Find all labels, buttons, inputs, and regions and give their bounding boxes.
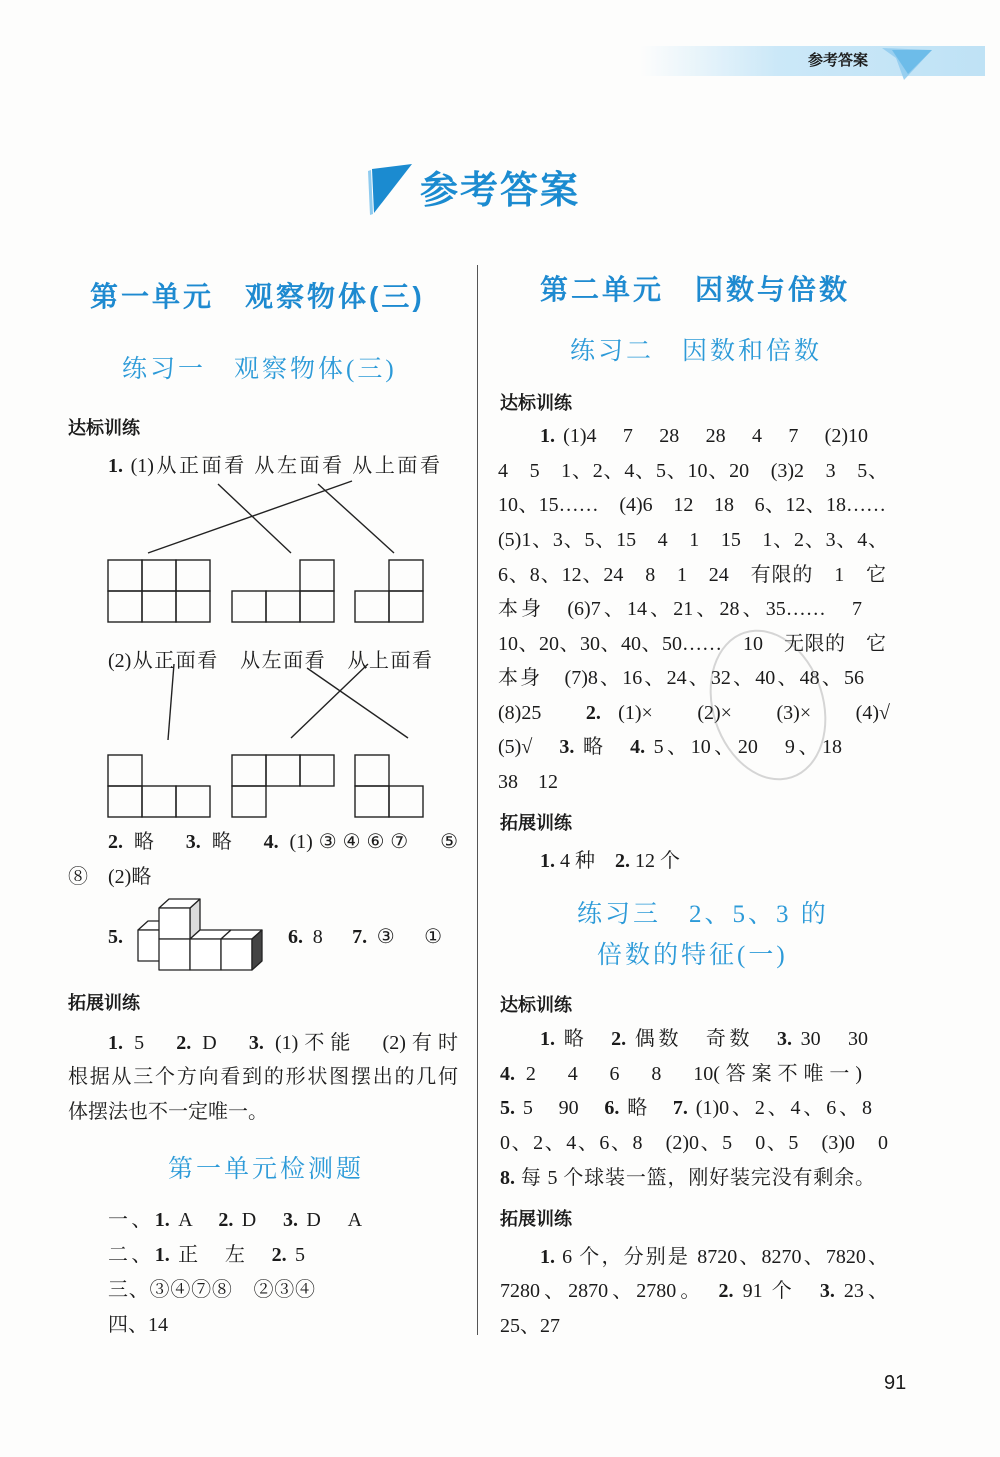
cube-front-face bbox=[190, 939, 221, 970]
cube-front-face bbox=[159, 908, 190, 939]
answer-line bbox=[500, 1278, 888, 1304]
answer-text: 4 种 bbox=[555, 850, 615, 872]
grid-cell bbox=[389, 560, 423, 591]
answer-line: 四、14 bbox=[108, 1314, 168, 1336]
question-number: 1. bbox=[154, 1244, 170, 1266]
answer-line bbox=[500, 1165, 875, 1191]
grid-cell bbox=[232, 755, 266, 786]
question-number: 1. bbox=[540, 425, 555, 447]
basic-training-label: 达标训练 bbox=[500, 393, 572, 413]
answer-line: 根据从三个方向看到的形状图摆出的几何 bbox=[68, 1066, 458, 1088]
section-number: 一、 bbox=[108, 1209, 155, 1231]
answer-text: 23、 bbox=[834, 1280, 889, 1302]
grid-cell bbox=[142, 560, 176, 591]
answer-text: 正 左 bbox=[169, 1244, 272, 1266]
match-line bbox=[291, 664, 368, 738]
answer-line: 本身 (6)7、14、21、28、35…… 7 bbox=[498, 598, 862, 620]
page-title: 参考答案 bbox=[420, 170, 581, 212]
answer-text: 12 个 bbox=[630, 850, 680, 872]
question-number: 3. bbox=[776, 1028, 792, 1050]
answer-line bbox=[108, 1242, 305, 1268]
unit-two-heading: 第二单元 因数与倍数 bbox=[540, 274, 851, 305]
question-number: 3. bbox=[282, 1209, 298, 1231]
question-number: 1. bbox=[540, 850, 555, 872]
answer-text: 略 bbox=[555, 1028, 612, 1050]
answer-text: D bbox=[191, 1032, 249, 1054]
answer-text: (8)25 bbox=[498, 702, 586, 724]
grid-cell bbox=[300, 591, 334, 622]
extension-training-label: 拓展训练 bbox=[500, 1209, 572, 1229]
question-number: 2. bbox=[611, 1028, 627, 1050]
answer-line: 0、2、4、6、8 (2)0、5 0、5 (3)0 0 bbox=[500, 1132, 888, 1154]
grid-cell bbox=[232, 786, 266, 817]
question-number: 1. bbox=[108, 455, 123, 477]
question-number: 4. bbox=[630, 736, 646, 758]
extension-training-label: 拓展训练 bbox=[500, 813, 572, 833]
grid-cell bbox=[389, 786, 423, 817]
question-number: 6. bbox=[288, 926, 303, 948]
match-line bbox=[168, 664, 174, 740]
answer-text: 5、10、20 9、18 bbox=[645, 736, 843, 758]
extension-training-label: 拓展训练 bbox=[68, 993, 140, 1013]
answer-line bbox=[108, 1030, 458, 1056]
answer-line: 4 5 1、2、4、5、10、20 (3)2 3 5、 bbox=[498, 460, 888, 482]
answer-line bbox=[108, 1207, 362, 1233]
match-line bbox=[307, 668, 408, 738]
grid-cell bbox=[355, 591, 389, 622]
answer-line: 6、8、12、24 8 1 24 有限的 1 它 bbox=[498, 564, 886, 586]
unit-one-heading: 第一单元 观察物体(三) bbox=[90, 281, 425, 312]
question-number: 3. bbox=[819, 1280, 835, 1302]
basic-training-label: 达标训练 bbox=[500, 995, 572, 1015]
grid-cell bbox=[176, 591, 210, 622]
view-shape-b bbox=[232, 560, 334, 622]
grid-cell bbox=[108, 786, 142, 817]
answer-line bbox=[498, 700, 890, 726]
exercise-one-heading: 练习一 观察物体(三) bbox=[122, 356, 397, 383]
answer-line: ⑧ (2)略 bbox=[68, 866, 152, 888]
answer-text: 略 bbox=[200, 831, 264, 853]
answer-line: (5)1、3、5、15 4 1 15 1、2、3、4、 bbox=[498, 529, 888, 551]
exercise-three-heading-cont: 倍数的特征(一) bbox=[597, 942, 788, 969]
answer-line bbox=[540, 1244, 888, 1270]
question-number: 6. bbox=[604, 1097, 620, 1119]
unit-one-test-heading: 第一单元检测题 bbox=[168, 1156, 365, 1183]
grid-cell bbox=[355, 786, 389, 817]
page-number: 91 bbox=[884, 1372, 907, 1394]
view-shape-c bbox=[355, 560, 423, 622]
view-diagrams bbox=[0, 0, 480, 1000]
question-number: 4. bbox=[263, 831, 279, 853]
question-number: 3. bbox=[185, 831, 201, 853]
question-number: 7. bbox=[672, 1097, 688, 1119]
answer-text: 略 bbox=[574, 736, 631, 758]
match-line bbox=[148, 481, 352, 553]
grid-cell bbox=[142, 786, 176, 817]
grid-cell bbox=[108, 755, 142, 786]
answer-text: 偶数 奇数 bbox=[626, 1028, 777, 1050]
answer-text: 30 30 bbox=[791, 1028, 869, 1050]
question-number: 5. bbox=[108, 926, 123, 948]
answer-text: 略 bbox=[123, 831, 186, 853]
grid-cell bbox=[108, 560, 142, 591]
question-number: 1. bbox=[108, 1032, 123, 1054]
grid-cell bbox=[266, 591, 300, 622]
answer-line: 25、27 bbox=[500, 1315, 560, 1337]
question-number: 1. bbox=[540, 1028, 555, 1050]
question-number: 8. bbox=[500, 1167, 515, 1189]
section-number: 二、 bbox=[108, 1244, 155, 1266]
question-number: 2. bbox=[718, 1280, 734, 1302]
question-number: 1. bbox=[154, 1209, 170, 1231]
answer-text: 5 bbox=[123, 1032, 177, 1054]
answer-text: A bbox=[169, 1209, 219, 1231]
grid-cell bbox=[300, 560, 334, 591]
answer-text: 2 4 6 8 10(答案不唯一) bbox=[515, 1063, 862, 1085]
banner-label: 参考答案 bbox=[808, 53, 869, 69]
answer-text: 8 bbox=[303, 926, 353, 948]
question-number: 3. bbox=[559, 736, 575, 758]
match-line bbox=[218, 484, 291, 553]
grid-cell bbox=[108, 591, 142, 622]
grid-cell bbox=[142, 591, 176, 622]
grid-cell bbox=[355, 755, 389, 786]
question-number: 2. bbox=[615, 850, 630, 872]
question-number: 5. bbox=[500, 1097, 515, 1119]
answer-text: (5)√ bbox=[498, 736, 560, 758]
grid-cell bbox=[176, 786, 210, 817]
cube-figure bbox=[138, 899, 262, 970]
answer-line: 体摆法也不一定唯一。 bbox=[68, 1101, 268, 1123]
answer-text: (1)4 7 28 28 4 7 (2)10 bbox=[555, 425, 868, 447]
answer-line: (2)从正面看 从左面看 从上面看 bbox=[108, 650, 432, 672]
grid-cell bbox=[389, 591, 423, 622]
answer-line: 三、③④⑦⑧ ②③④ bbox=[108, 1279, 315, 1301]
answer-line bbox=[540, 848, 680, 874]
question-number: 2. bbox=[218, 1209, 234, 1231]
question-number: 2. bbox=[108, 831, 123, 853]
grid-cell bbox=[266, 755, 300, 786]
question-number: 3. bbox=[248, 1032, 264, 1054]
cube-front-face bbox=[159, 939, 190, 970]
answer-text: 每 5 个球装一篮，刚好装完没有剩余。 bbox=[515, 1167, 875, 1189]
question-number: 2. bbox=[271, 1244, 287, 1266]
question-number: 7. bbox=[352, 926, 368, 948]
answer-line: 本身 (7)8、16、24、32、40、48、56 bbox=[498, 667, 864, 689]
view-shape-e bbox=[232, 755, 334, 817]
grid-cell bbox=[176, 560, 210, 591]
cube-front-face bbox=[221, 939, 252, 970]
answer-text: 7280、2870、2780。 bbox=[500, 1280, 719, 1302]
answer-text: 5 90 bbox=[515, 1097, 605, 1119]
answer-text: ③ ① bbox=[367, 926, 443, 948]
exercise-two-heading: 练习二 因数和倍数 bbox=[570, 338, 823, 365]
answer-text: (1)③④⑥⑦ ⑤ bbox=[278, 831, 459, 853]
answer-line bbox=[540, 1026, 868, 1052]
answer-text: (1)× (2)× (3)× (4)√ bbox=[600, 702, 890, 724]
exercise-three-heading: 练习三 2、5、3 的 bbox=[577, 901, 829, 928]
answer-text: 5 bbox=[286, 1244, 305, 1266]
answer-line bbox=[500, 1061, 862, 1087]
answer-text: 6 个，分别是 8720、8270、7820、 bbox=[555, 1246, 888, 1268]
answer-text: 91 个 bbox=[733, 1280, 820, 1302]
answer-line bbox=[540, 423, 868, 449]
question-number: 2. bbox=[176, 1032, 192, 1054]
view-shape-d bbox=[108, 755, 210, 817]
answer-text: 略 bbox=[619, 1097, 673, 1119]
question-number: 2. bbox=[585, 702, 601, 724]
answer-text: D bbox=[233, 1209, 283, 1231]
answer-line bbox=[500, 1095, 872, 1121]
answer-text: D A bbox=[297, 1209, 363, 1231]
question-number: 4. bbox=[500, 1063, 515, 1085]
grid-cell bbox=[232, 591, 266, 622]
answer-line: 10、20、30、40、50…… 10 无限的 它 bbox=[498, 633, 886, 655]
basic-training-label: 达标训练 bbox=[68, 418, 140, 438]
banner-swoosh-icon bbox=[878, 44, 934, 82]
answer-line: 10、15…… (4)6 12 18 6、12、18…… bbox=[498, 494, 886, 516]
view-shape-a bbox=[108, 560, 210, 622]
match-line bbox=[318, 484, 394, 553]
view-shape-f bbox=[355, 755, 423, 817]
answer-text: (1)不能 (2)有时 bbox=[263, 1032, 459, 1054]
grid-cell bbox=[300, 755, 334, 786]
answer-text: (1)0、2、4、6、8 bbox=[687, 1097, 873, 1119]
answer-text: (1)从正面看 从左面看 从上面看 bbox=[123, 455, 440, 477]
question-number: 1. bbox=[540, 1246, 555, 1268]
answer-line: 38 12 bbox=[498, 771, 558, 793]
